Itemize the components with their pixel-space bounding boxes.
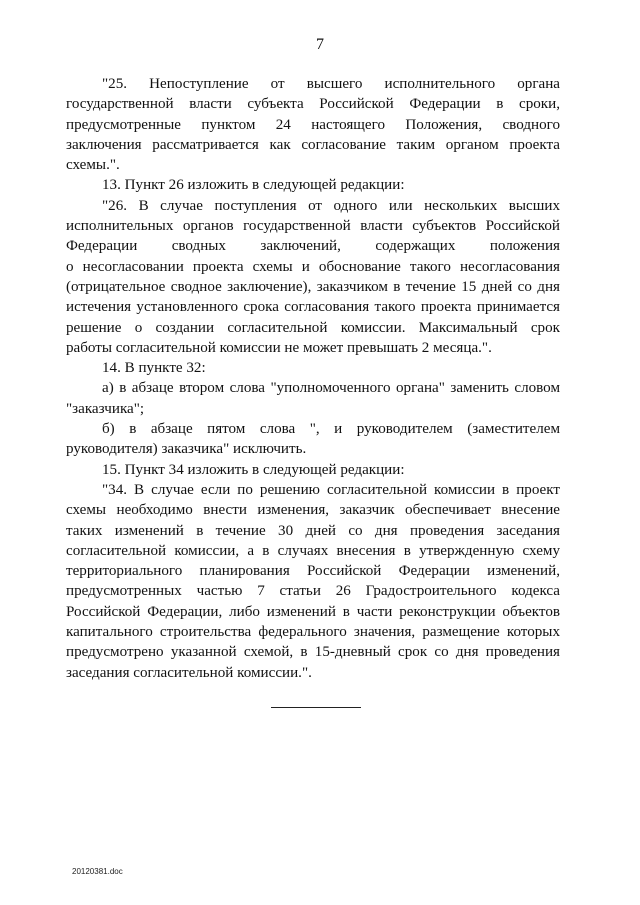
text-line: исполнительных органов государственной власти субъектов Российской xyxy=(66,218,560,235)
text-line: истечения установленного срока согласования такого проекта принимается xyxy=(66,299,560,316)
text-line: предусмотренных частью 7 статьи 26 Градостроительного кодекса xyxy=(66,583,560,600)
paragraph-34-text xyxy=(66,480,560,683)
text-line: о несогласовании проекта схемы и обоснование такого несогласования xyxy=(66,258,560,275)
paragraph-14-heading xyxy=(66,358,560,378)
paragraph-14b-text xyxy=(66,419,560,460)
end-divider-line xyxy=(271,707,361,708)
text-line: схемы необходимо внести изменения, заказчик обеспечивает внесение xyxy=(66,502,560,519)
text-line: государственной власти субъекта Российской Федерации в сроки, xyxy=(66,96,560,113)
paragraph-25-text xyxy=(66,74,560,175)
text-line: 13. Пункт 26 изложить в следующей редакции: xyxy=(102,177,405,194)
paragraph-14a-text xyxy=(66,378,560,419)
text-line: схемы.". xyxy=(66,157,120,174)
text-line: "34. В случае если по решению согласительной комиссии в проект xyxy=(102,481,560,498)
text-line: (отрицательное сводное заключение), заказчиком в течение 15 дней со дня xyxy=(66,278,560,295)
text-line: а) в абзаце втором слова "уполномоченного органа" заменить словом xyxy=(102,380,560,397)
paragraph-15-heading xyxy=(66,460,560,480)
text-line: заключения рассматривается как согласование таким органом проекта xyxy=(66,136,560,153)
text-line: таких изменений в течение 30 дней со дня проведения заседания xyxy=(66,522,560,539)
text-line: "25. Непоступление от высшего исполнительного органа xyxy=(102,76,560,92)
page-number: 7 xyxy=(316,36,324,53)
paragraph-26-text xyxy=(66,196,560,358)
text-line: заседания согласительной комиссии.". xyxy=(66,664,312,681)
text-line: 15. Пункт 34 изложить в следующей редакции: xyxy=(102,461,405,478)
paragraph-13-heading xyxy=(66,175,560,195)
text-line: согласительной комиссии, а в случаях внесения в утвержденную схему xyxy=(66,542,560,559)
text-line: решение о создании согласительной комиссии. Максимальный срок xyxy=(66,319,560,336)
text-line: Федерации сводных заключений, содержащих положения xyxy=(66,238,560,255)
text-line: Российской Федерации, либо изменений в части реконструкции объектов xyxy=(66,603,560,620)
text-line: 14. В пункте 32: xyxy=(102,360,206,377)
document-body xyxy=(66,74,560,683)
text-line: работы согласительной комиссии не может превышать 2 месяца.". xyxy=(66,339,492,356)
text-line: "26. В случае поступления от одного или нескольких высших xyxy=(102,197,560,214)
footer-doc-id: 20120381.doc xyxy=(72,867,123,876)
text-line: территориального планирования Российской Федерации изменений, xyxy=(66,563,560,580)
text-line: капитального строительства федерального значения, размещение которых xyxy=(66,624,560,641)
text-line: предусмотренные пунктом 24 настоящего Положения, сводного xyxy=(66,116,560,133)
text-line: руководителя) заказчика" исключить. xyxy=(66,441,307,458)
text-line: "заказчика"; xyxy=(66,400,145,417)
text-line: предусмотрено указанной схемой, в 15-дневный срок со дня проведения xyxy=(66,644,560,661)
text-line: б) в абзаце пятом слова ", и руководителем (заместителем xyxy=(102,421,560,438)
